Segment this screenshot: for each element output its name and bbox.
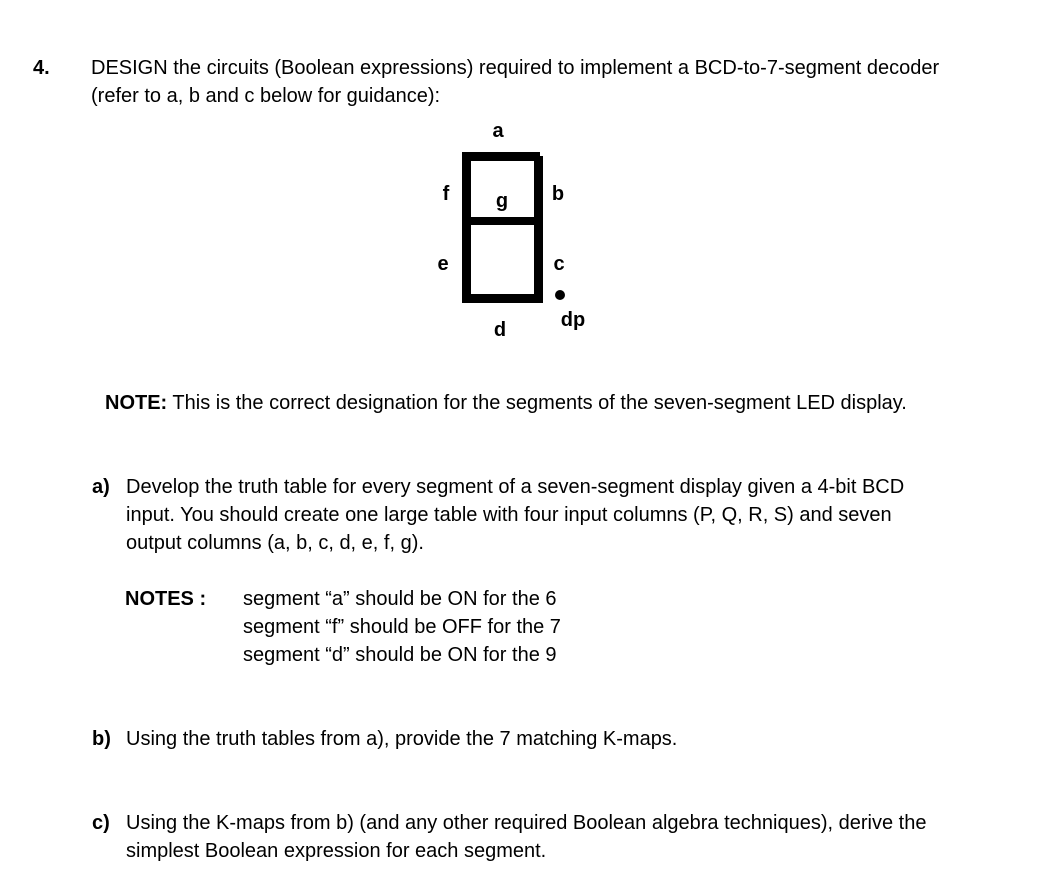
segment-d xyxy=(462,294,543,303)
question-line-1: DESIGN the circuits (Boolean expressions) required to implement a BCD-to-7-segment decoder xyxy=(91,57,940,79)
segment-b xyxy=(534,156,543,222)
notes-item: segment “a” should be ON for the 6 xyxy=(243,588,557,610)
label-g: g xyxy=(495,190,509,212)
segment-dp xyxy=(555,290,565,300)
part-c-label: c) xyxy=(92,812,110,834)
label-e: e xyxy=(437,253,449,275)
note xyxy=(105,389,1005,417)
segment-g xyxy=(462,217,543,225)
notes-label: NOTES : xyxy=(125,588,207,610)
label-dp: dp xyxy=(560,309,586,331)
part-a-line-2: input. You should create one large table with four input columns (P, Q, R, S) and seven xyxy=(126,504,892,526)
segment-f xyxy=(462,156,471,222)
notes-item: segment “f” should be OFF for the 7 xyxy=(243,616,561,638)
part-c-text xyxy=(126,809,986,865)
label-a: a xyxy=(492,120,504,142)
part-b-text: Using the truth tables from a), provide the 7 matching K-maps. xyxy=(126,728,678,750)
note-text: This is the correct designation for the segments of the seven-segment LED display. xyxy=(167,392,907,414)
question-line-2: (refer to a, b and c below for guidance): xyxy=(91,85,441,107)
note-label: NOTE: xyxy=(105,392,168,414)
part-a-label: a) xyxy=(92,476,110,498)
part-b-label: b) xyxy=(92,728,111,750)
label-b: b xyxy=(551,183,565,205)
segment-c xyxy=(534,222,543,300)
label-d: d xyxy=(493,319,507,341)
notes-item: segment “d” should be ON for the 9 xyxy=(243,644,557,666)
question-number: 4. xyxy=(33,57,50,79)
label-f: f xyxy=(442,183,450,205)
part-c-line-1: Using the K-maps from b) (and any other required Boolean algebra techniques), derive the xyxy=(126,812,927,834)
notes-list xyxy=(243,585,561,669)
question-text xyxy=(91,54,1011,110)
part-a-text xyxy=(126,473,986,557)
part-a-line-3: output columns (a, b, c, d, e, f, g). xyxy=(126,532,424,554)
part-c-line-2: simplest Boolean expression for each segment. xyxy=(126,840,547,862)
segment-a xyxy=(462,152,540,161)
segment-e xyxy=(462,222,471,300)
seven-segment-diagram xyxy=(420,110,620,350)
label-c: c xyxy=(553,253,565,275)
part-a-line-1: Develop the truth table for every segment of a seven-segment display given a 4-bit BCD xyxy=(126,476,905,498)
